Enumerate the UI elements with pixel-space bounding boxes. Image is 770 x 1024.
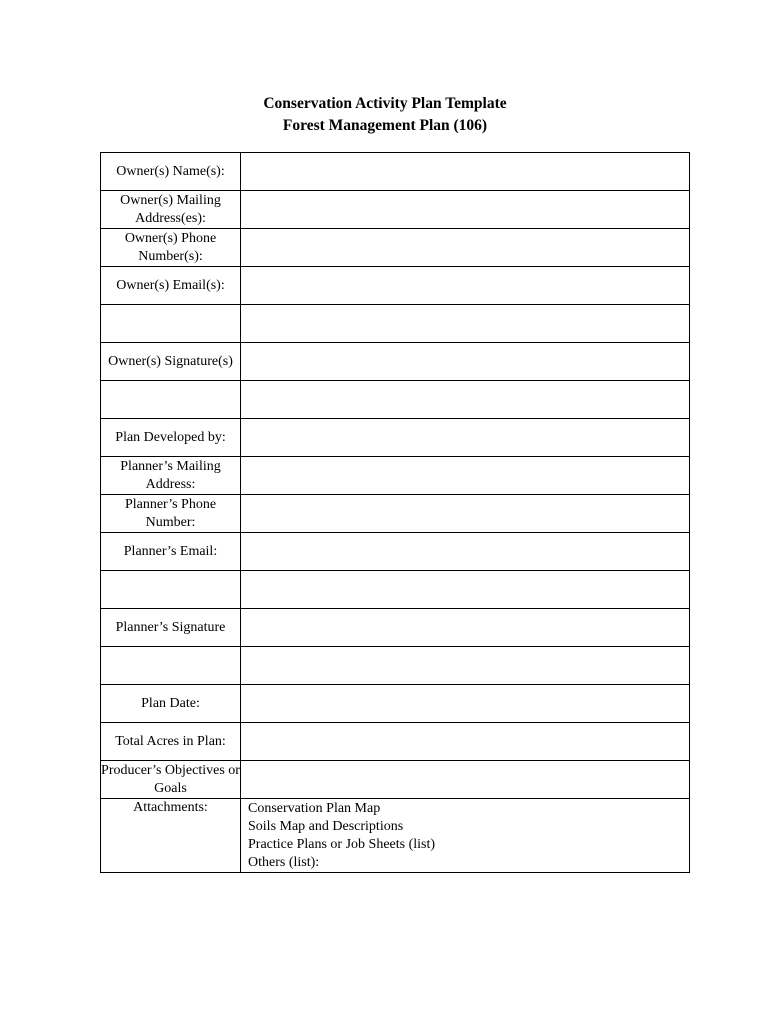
document-title: Conservation Activity Plan Template	[263, 95, 507, 112]
planner-email-label: Planner’s Email:	[101, 533, 241, 571]
total-acres-field[interactable]	[241, 723, 690, 761]
planner-email-row	[101, 533, 690, 571]
plan-developed-by-field[interactable]	[241, 419, 690, 457]
producer-objectives-field[interactable]	[241, 761, 690, 799]
page-title	[0, 93, 770, 137]
blank-row	[101, 381, 690, 419]
blank-label-cell	[101, 647, 241, 685]
owner-name-row	[101, 153, 690, 191]
owner-email-label: Owner(s) Email(s):	[101, 267, 241, 305]
planner-phone-label: Planner’s Phone Number:	[101, 495, 241, 533]
attachment-item: Soils Map and Descriptions	[248, 819, 404, 834]
owner-phone-field[interactable]	[241, 229, 690, 267]
planner-signature-row	[101, 609, 690, 647]
blank-field[interactable]	[241, 305, 690, 343]
attachments-label: Attachments:	[101, 799, 241, 873]
plan-date-field[interactable]	[241, 685, 690, 723]
owner-mailing-address-label: Owner(s) Mailing Address(es):	[101, 191, 241, 229]
owner-mailing-address-row	[101, 191, 690, 229]
owner-email-row	[101, 267, 690, 305]
owner-email-field[interactable]	[241, 267, 690, 305]
planner-phone-field[interactable]	[241, 495, 690, 533]
producer-objectives-label: Producer’s Objectives or Goals	[101, 761, 241, 799]
planner-email-field[interactable]	[241, 533, 690, 571]
producer-objectives-row	[101, 761, 690, 799]
blank-field[interactable]	[241, 647, 690, 685]
attachments-row	[101, 799, 690, 873]
plan-form-table	[100, 152, 690, 873]
total-acres-label: Total Acres in Plan:	[101, 723, 241, 761]
blank-field[interactable]	[241, 381, 690, 419]
planner-phone-row	[101, 495, 690, 533]
plan-developed-by-label: Plan Developed by:	[101, 419, 241, 457]
plan-developed-by-row	[101, 419, 690, 457]
planner-signature-label: Planner’s Signature	[101, 609, 241, 647]
planner-mailing-address-row	[101, 457, 690, 495]
owner-name-label: Owner(s) Name(s):	[101, 153, 241, 191]
plan-date-label: Plan Date:	[101, 685, 241, 723]
attachment-item: Practice Plans or Job Sheets (list)	[248, 837, 436, 852]
blank-field[interactable]	[241, 571, 690, 609]
owner-signature-field[interactable]	[241, 343, 690, 381]
attachments-list	[241, 799, 689, 872]
owner-signature-row	[101, 343, 690, 381]
blank-label-cell	[101, 305, 241, 343]
planner-mailing-address-label: Planner’s Mailing Address:	[101, 457, 241, 495]
blank-label-cell	[101, 381, 241, 419]
blank-label-cell	[101, 571, 241, 609]
attachment-item: Conservation Plan Map	[248, 801, 381, 816]
planner-signature-field[interactable]	[241, 609, 690, 647]
owner-name-field[interactable]	[241, 153, 690, 191]
owner-mailing-address-field[interactable]	[241, 191, 690, 229]
owner-phone-row	[101, 229, 690, 267]
attachment-item: Others (list):	[248, 855, 320, 870]
document-subtitle: Forest Management Plan (106)	[282, 117, 488, 134]
total-acres-row	[101, 723, 690, 761]
owner-phone-label: Owner(s) Phone Number(s):	[101, 229, 241, 267]
planner-mailing-address-field[interactable]	[241, 457, 690, 495]
blank-row	[101, 647, 690, 685]
blank-row	[101, 305, 690, 343]
owner-signature-label: Owner(s) Signature(s)	[101, 343, 241, 381]
attachments-field[interactable]	[241, 799, 690, 873]
plan-date-row	[101, 685, 690, 723]
blank-row	[101, 571, 690, 609]
